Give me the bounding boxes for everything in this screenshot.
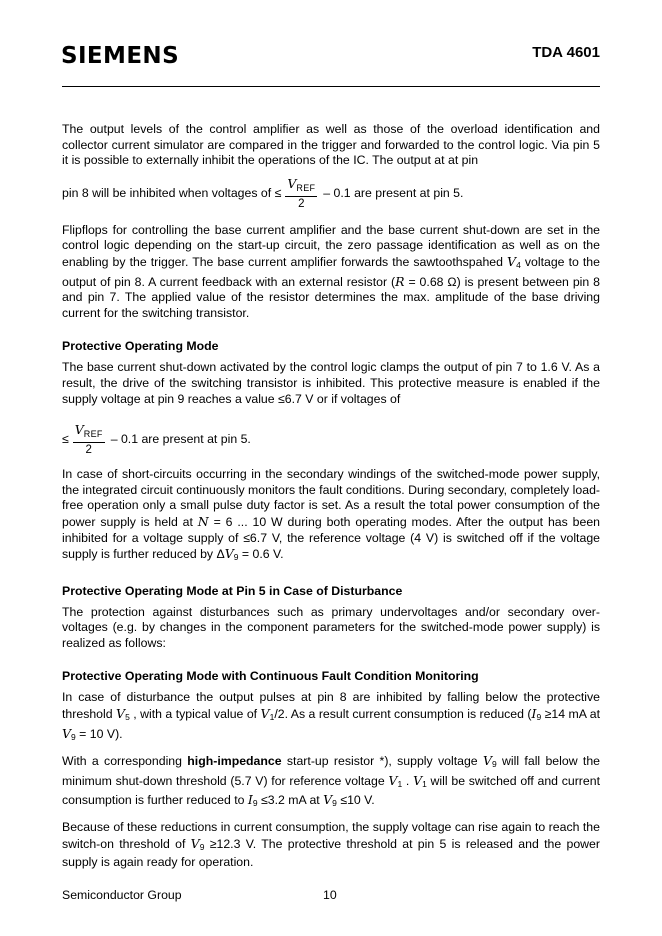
- page-content: [62, 122, 600, 879]
- high-impedance-emphasis: high-impedance: [187, 754, 282, 769]
- formula-1-prefix: pin 8 will be inhibited when voltages of ≤: [62, 185, 282, 200]
- vref-subscript: REF: [296, 182, 316, 193]
- fraction-vref-over-2: [285, 177, 317, 211]
- paragraph-7: With a corresponding high-impedance start-up resistor *), supply voltage $V_9$ will fall below the minimum shut-down threshold (5.7 V) for reference voltage $V_1$ . $V_1$ will be switched off and current consumption is further reduced to $I_9 \le 3.2$ mA at $V_9 \le 10$ V.: [62, 753, 601, 809]
- header-rule: [62, 86, 600, 87]
- heading-pin5-disturbance: Protective Operating Mode at Pin 5 in Case of Disturbance: [62, 583, 403, 598]
- formula-2-prefix: ≤: [62, 432, 69, 447]
- siemens-logo: SIEMENS: [61, 43, 180, 69]
- vref-subscript: REF: [83, 429, 103, 440]
- paragraph-4: In case of short-circuits occurring in the secondary windings of the switched-mode power supply, the integrated circuit continuously monitors the fault conditions. During secondary, completely load-free operation only a small pulse duty factor is set. As a result the total power consumption of the power supply is held at N = 6 ... 10 W during both operating modes. After the output has been inhibited for a voltage supply of ≤6.7 V, the reference voltage (4 V) is switched off if the voltage supply is further reduced by $\Delta V_9 = 0.6$ V.: [62, 467, 600, 563]
- formula-2: [62, 423, 600, 457]
- paragraph-1: The output levels of the control amplifier as well as those of the overload identification and collector current simulator are compared in the trigger and forwarded to the control logic. Via pin 5 it is possible to externally inhibit the operations of the IC. The output at at pin: [62, 122, 600, 168]
- vref-symbol: V: [287, 175, 297, 191]
- fraction-denominator: 2: [85, 444, 92, 457]
- footer-publisher: Semiconductor Group: [62, 888, 182, 902]
- formula-2-suffix: – 0.1 are present at pin 5.: [110, 432, 251, 447]
- document-id: TDA 4601: [532, 44, 600, 61]
- paragraph-6: In case of disturbance the output pulses at pin 8 are inhibited by falling below the protective threshold $V_5$ , with a typical value of $V_1/2$. As a result current consumption is reduced ($I_9 \ge 14$ mA at $V_9 = 10$ V).: [62, 690, 600, 742]
- heading-protective-operating-mode: Protective Operating Mode: [62, 339, 219, 354]
- paragraph-3: The base current shut-down activated by the control logic clamps the output of pin 7 to 1.6 V. As a result, the drive of the switching transistor is inhibited. This protective measure is enabled if the supply voltage at pin 9 reaches a value ≤6.7 V or if voltages of: [62, 360, 600, 406]
- paragraph-5: The protection against disturbances such as primary undervoltages and/or secondary over-voltages (e.g. by changes in the component parameters for the switched-mode power supply) is realized as follows:: [62, 604, 600, 650]
- formula-1-suffix: – 0.1 are present at pin 5.: [323, 185, 464, 200]
- fraction-vref-over-2-b: [73, 423, 105, 457]
- paragraph-2: Flipflops for controlling the base current amplifier and the base current shut-down are set in the control logic depending on the start-up circuit, the zero passage identification as well as on the enabling by the trigger. The base current amplifier forwards the sawtoothspahed $V_4$ voltage to the output of pin 8. A current feedback with an external resistor (R = 0.68 Ω) is present between pin 8 and pin 7. The applied value of the resistor determines the max. amplitude of the base driving current for the switching transistor.: [62, 222, 601, 320]
- page-number: 10: [323, 888, 337, 902]
- heading-continuous-fault-monitoring: Protective Operating Mode with Continuous Fault Condition Monitoring: [62, 669, 479, 684]
- vref-symbol: V: [74, 422, 84, 438]
- paragraph-8: Because of these reductions in current consumption, the supply voltage can rise again to reach the switch-on threshold of $V_9 \ge 12.3$ V. The protective threshold at pin 5 is released and the power supply is again ready for operation.: [62, 820, 600, 870]
- formula-1: [62, 177, 600, 211]
- fraction-denominator: 2: [298, 197, 305, 210]
